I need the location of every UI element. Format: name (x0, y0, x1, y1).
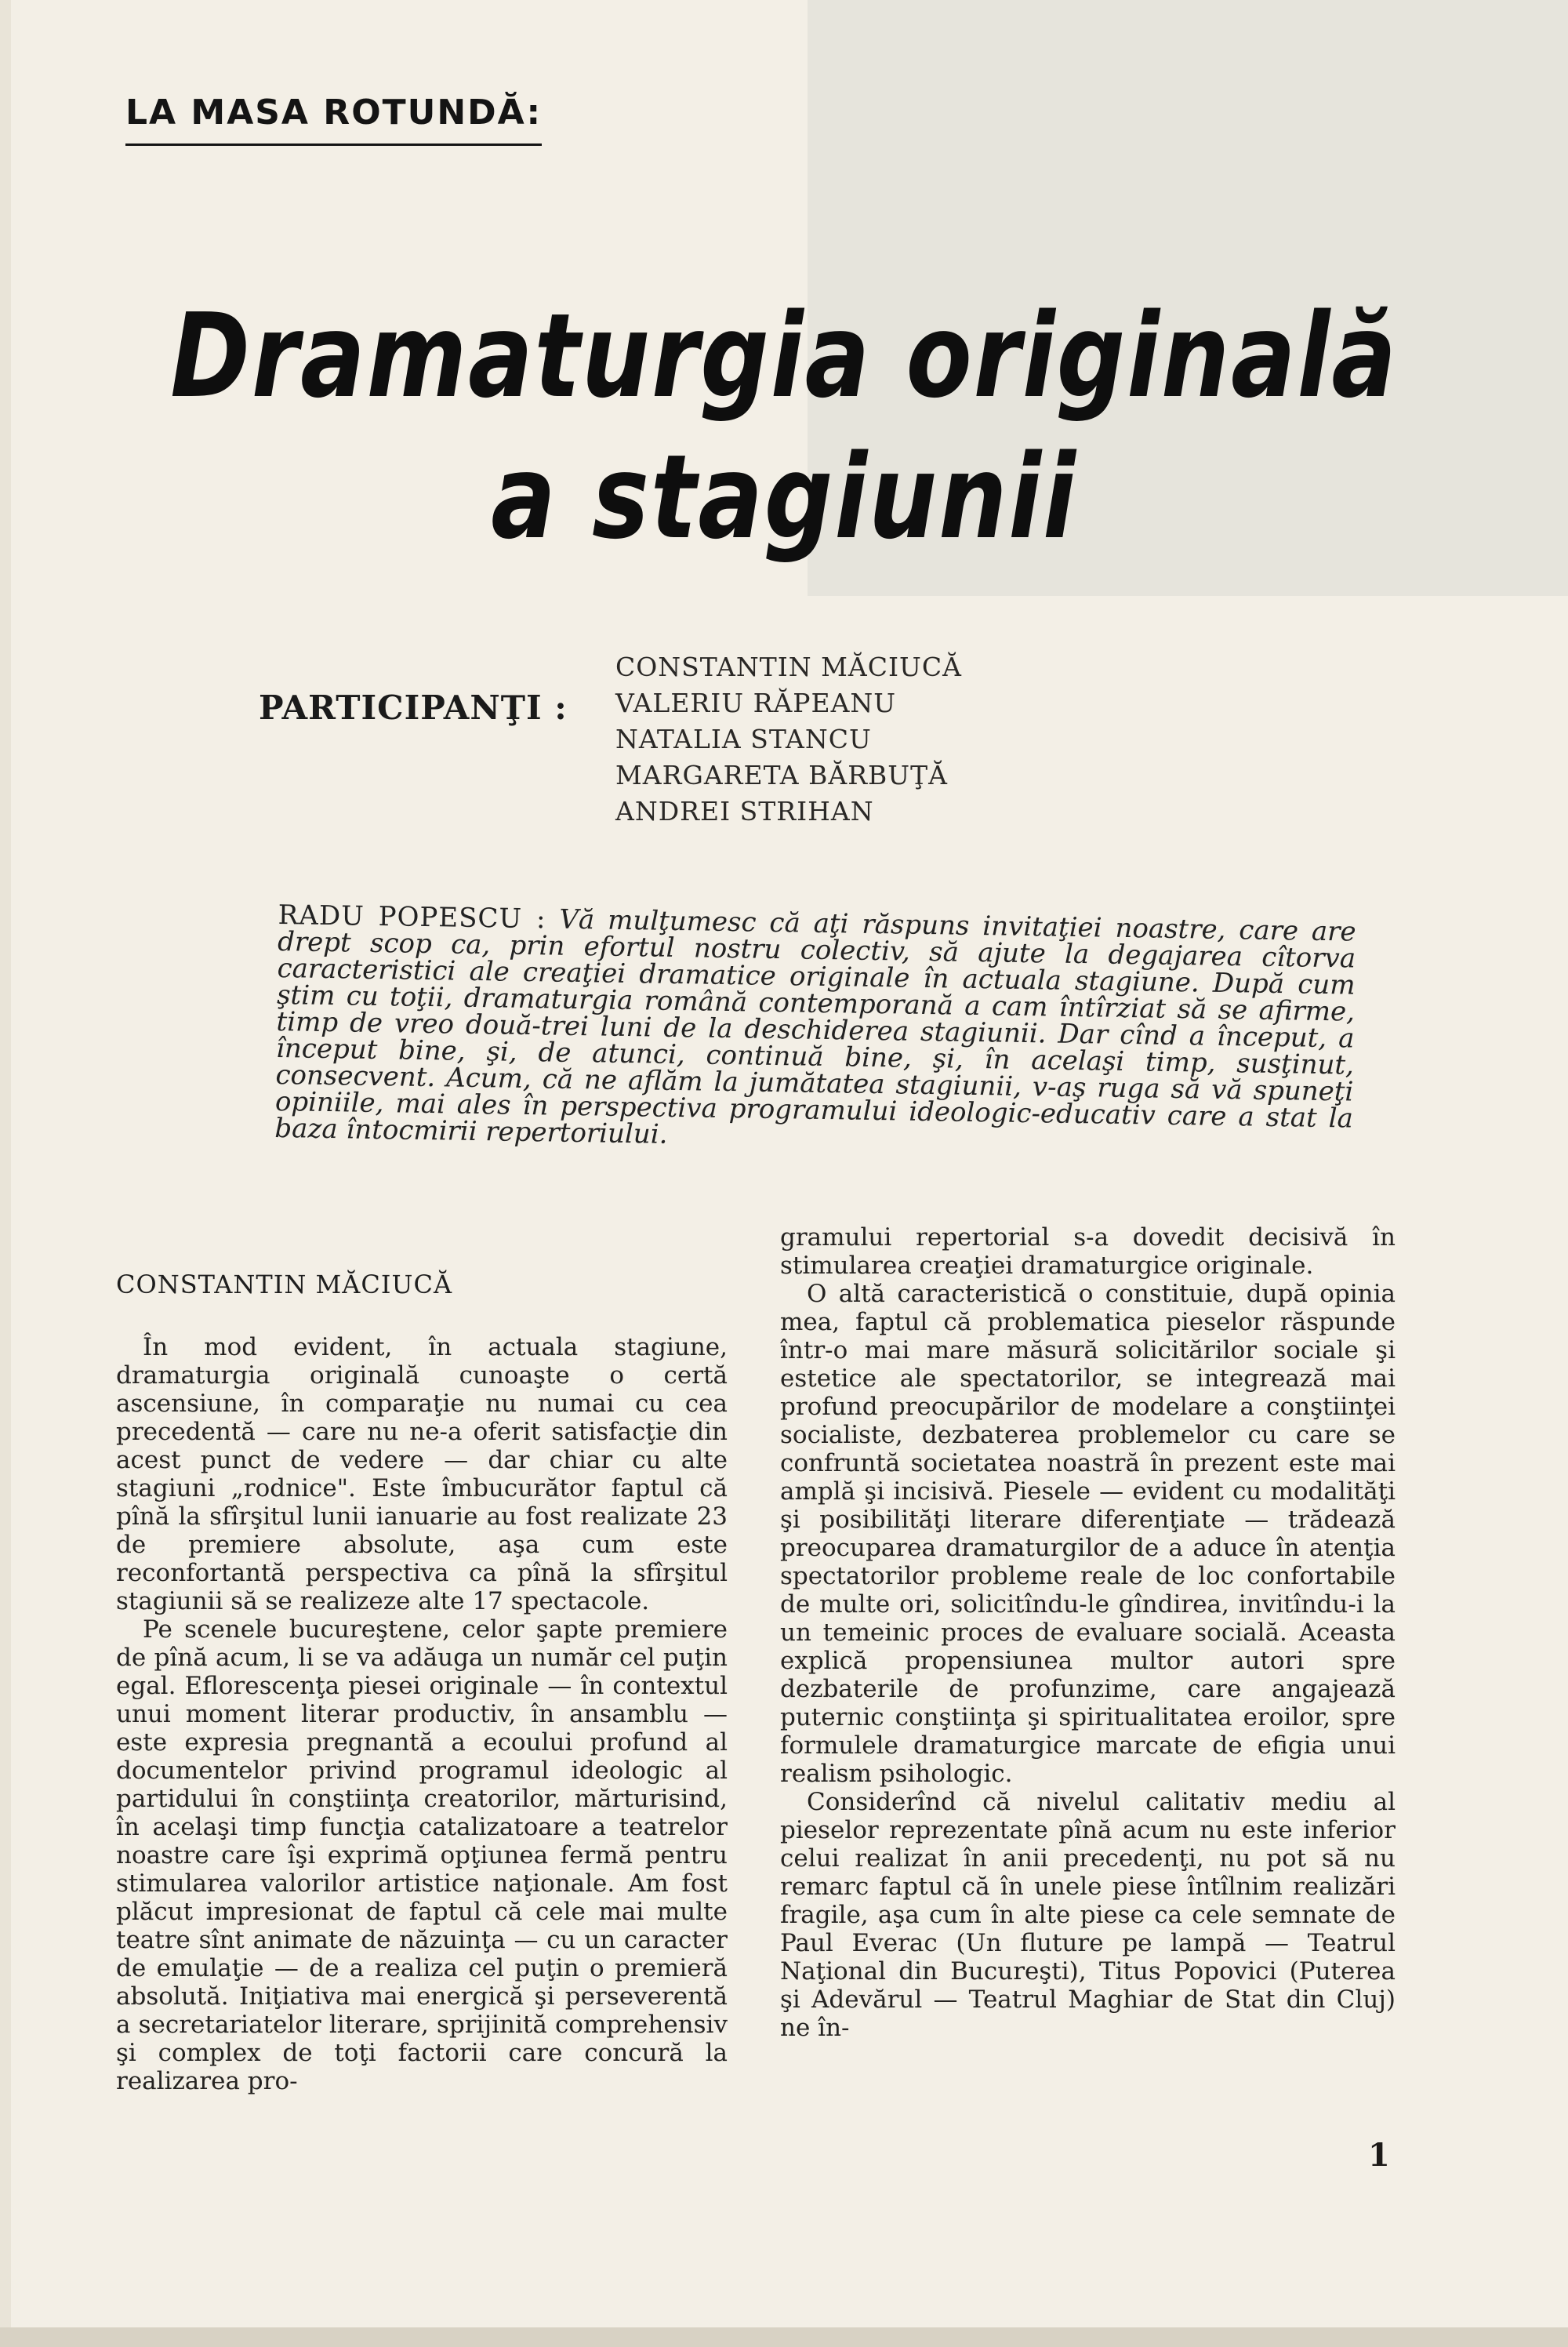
page-bottom-edge (0, 2327, 1568, 2347)
participant-name: NATALIA STANCU (615, 724, 872, 754)
right-column (780, 1223, 1396, 2042)
participant-name: ANDREI STRIHAN (615, 796, 874, 827)
paragraph: Considerînd că nivelul calitativ mediu al pieselor reprezentate pînă acum nu este inferior celui realizat în anii precedenţi, nu pot să nu remarc faptul că în unele piese întîlnim realizări fragile, aşa cum în alte piese ca cele semnate de Paul Everac (Un fluture pe lampă — Teatrul Naţional din Bucureşti), Titus Popovici (Puterea şi Adevărul — Teatrul Maghiar de Stat din Cluj) ne în- (780, 1788, 1396, 2042)
participant-name: VALERIU RĂPEANU (615, 688, 897, 718)
speaker-heading: CONSTANTIN MĂCIUCĂ (116, 1270, 453, 1299)
article-title-line-2: a stagiunii (491, 430, 1077, 565)
moderator-text: Vă mulţumesc că aţi răspuns invitaţiei noastre, care are drept scop ca, prin efortul nostru colectiv, să ajute la degajarea cîtorva caracteristici ale creaţiei dramatice originale în actuala stagiune. După cum ştim cu toţii, dramaturgia română contemporană a cam întîrziat să se afirme, timp de vreo două-trei luni de la deschiderea stagiunii. Dar cînd a început, a început bine, şi, de atunci, continuă bine, şi, în acelaşi timp, susţinut, consecvent. Acum, că ne aflăm la jumătatea stagiunii, v-aş ruga să vă spuneţi opiniile, mai ales în perspectiva programului ideologic-educativ care a stat la baza întocmirii repertoriului. (274, 903, 1356, 1150)
article-title-line-1: Dramaturgia originală (170, 289, 1398, 423)
page-edge (0, 0, 11, 2347)
participants-list (615, 649, 962, 830)
paragraph: În mod evident, în actuala stagiune, dramaturgia originală cunoaşte o certă ascensiune, în comparaţie nu numai cu cea precedentă — care nu ne-a oferit satisfacţie din acest punct de vedere — dar chiar cu alte stagiuni „rodnice". Este îmbucurător faptul că pînă la sfîrşitul lunii ianuarie au fost realizate 23 de premiere absolute, aşa cum este reconfortantă perspectiva ca pînă la sfîrşitul stagiunii să se realizeze alte 17 spectacole. (116, 1333, 728, 1615)
participant-name: CONSTANTIN MĂCIUCĂ (615, 652, 962, 682)
moderator-intro (274, 899, 1356, 1159)
section-label: LA MASA ROTUNDĂ: (125, 93, 542, 146)
moderator-name: RADU POPESCU : (278, 899, 546, 936)
page-number: 1 (1368, 2137, 1390, 2174)
paragraph: Pe scenele bucureştene, celor şapte premiere de pînă acum, li se va adăuga un număr cel puţin egal. Eflorescenţa piesei originale — în contextul unui moment literar productiv, în ansamblu — este expresia pregnantă a ecoului profund al documentelor privind programul ideologic al partidului în conştiinţa creatorilor, mărturisind, în acelaşi timp funcţia catalizatoare a teatrelor noastre care îşi exprimă opţiunea fermă pentru stimularea valorilor artistice naţionale. Am fost plăcut impresionat de faptul că cele mai multe teatre sînt animate de năzuinţa — cu un caracter de emulaţie — de a realiza cel puţin o premieră absolută. Iniţiativa mai energică şi perseverentă a secretariatelor literare, sprijinită comprehensiv şi complex de toţi factorii care concură la realizarea pro- (116, 1615, 728, 2095)
paragraph: O altă caracteristică o constituie, după opinia mea, faptul că problematica pieselor răspunde într-o mai mare măsură solicitărilor sociale şi estetice ale spectatorilor, se integrează mai profund preocupărilor de modelare a conştiinţei socialiste, dezbaterea problemelor cu care se confruntă societatea noastră în prezent este mai amplă şi incisivă. Piesele — evident cu modalităţi şi posibilităţi literare diferenţiate — trădează preocuparea dramaturgilor de a aduce în atenţia spectatorilor probleme reale de loc confortabile de multe ori, solicitîndu-le gîndirea, invitîndu-i la un temeinic proces de evaluare socială. Aceasta explică propensiunea multor autori spre dezbaterile de profunzime, care angajează puternic conştiinţa şi spiritualitatea eroilor, spre formulele dramaturgice marcate de efigia unui realism psihologic. (780, 1280, 1396, 1788)
participants-label: PARTICIPANŢI : (259, 688, 568, 727)
paragraph: gramului repertorial s-a dovedit decisivă în stimularea creaţiei dramaturgice originale. (780, 1223, 1396, 1280)
participant-name: MARGARETA BĂRBUŢĂ (615, 760, 948, 790)
left-column (116, 1270, 728, 2095)
